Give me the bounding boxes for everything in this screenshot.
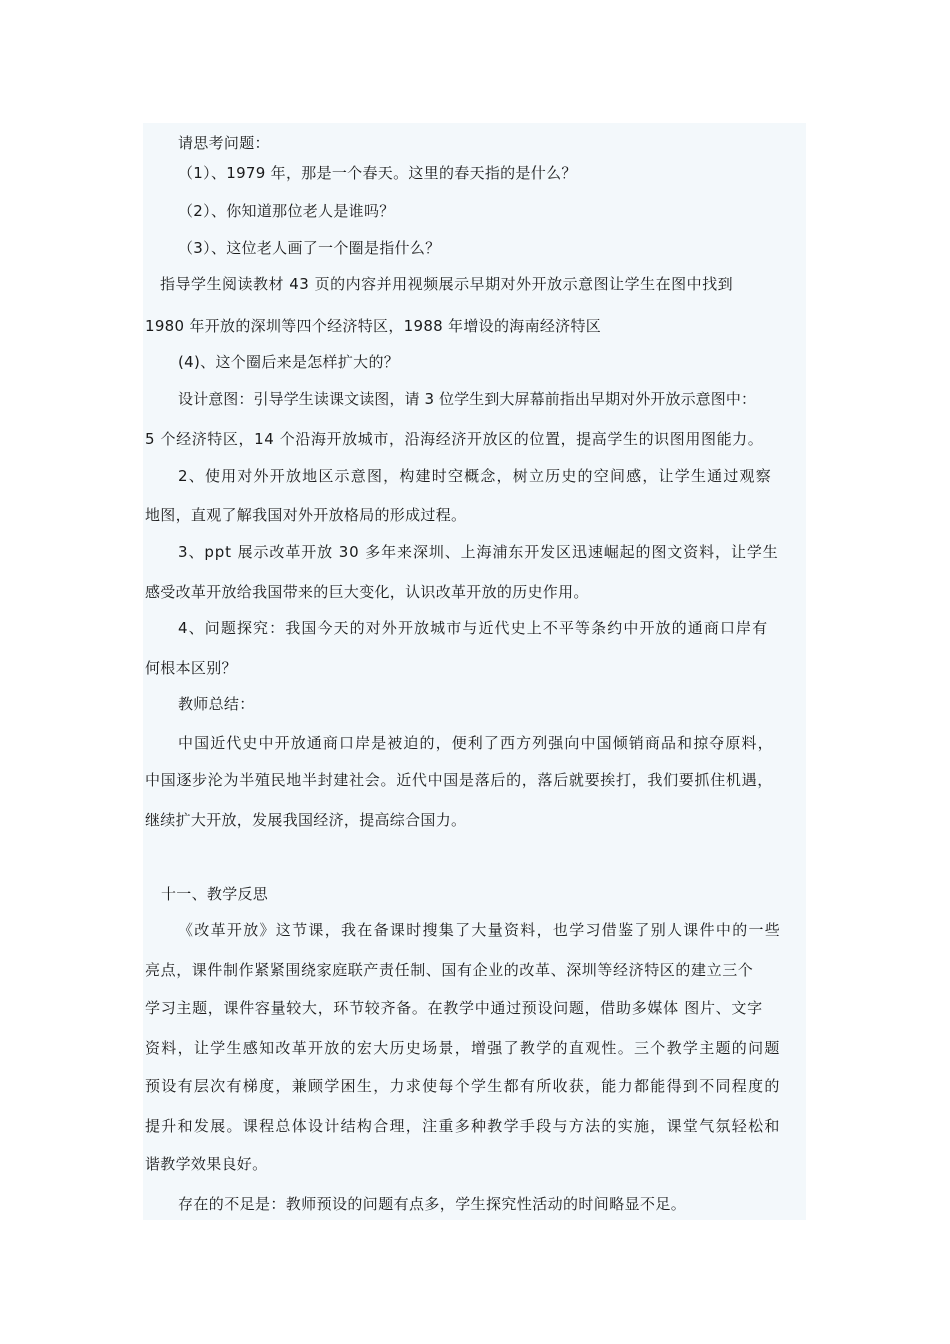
text-line: 教师总结： [178, 695, 255, 713]
text-line: 继续扩大开放，发展我国经济，提高综合国力。 [145, 811, 467, 829]
text-line: 5 个经济特区，14 个沿海开放城市，沿海经济开放区的位置，提高学生的识图用图能力。 [145, 430, 764, 448]
text-line: 地图，直观了解我国对外开放格局的形成过程。 [145, 506, 467, 524]
text-line: 设计意图：引导学生读课文读图，请 3 位学生到大屏幕前指出早期对外开放示意图中： [178, 390, 757, 408]
text-line: 存在的不足是：教师预设的问题有点多，学生探究性活动的时间略显不足。 [178, 1195, 687, 1213]
text-line: （1）、1979 年，那是一个春天。这里的春天指的是什么？ [178, 164, 577, 182]
text-line: 1980 年开放的深圳等四个经济特区，1988 年增设的海南经济特区 [145, 317, 602, 335]
text-line: 资料，让学生感知改革开放的宏大历史场景，增强了教学的直观性。三个教学主题的问题 [145, 1039, 781, 1057]
text-line: （2）、你知道那位老人是谁吗？ [178, 202, 395, 220]
text-line: 谐教学效果良好。 [145, 1155, 268, 1173]
content-panel [143, 123, 806, 1220]
text-line: 中国近代史中开放通商口岸是被迫的，便利了西方列强向中国倾销商品和掠夺原料， [178, 734, 774, 752]
text-line: 感受改革开放给我国带来的巨大变化，认识改革开放的历史作用。 [145, 583, 589, 601]
text-line: 学习主题，课件容量较大，环节较齐备。在教学中通过预设问题，借助多媒体 图片、文字 [145, 999, 763, 1017]
text-line: 中国逐步沦为半殖民地半封建社会。近代中国是落后的，落后就要挨打，我们要抓住机遇， [145, 771, 774, 789]
text-line: 何根本区别？ [145, 659, 237, 677]
text-line: 请思考问题： [178, 134, 270, 152]
text-line: 预设有层次有梯度，兼顾学困生，力求使每个学生都有所收获，能力都能得到不同程度的 [145, 1077, 781, 1095]
text-line: 4、问题探究：我国今天的对外开放城市与近代史上不平等条约中开放的通商口岸有 [178, 619, 769, 637]
text-line: 提升和发展。课程总体设计结构合理，注重多种教学手段与方法的实施，课堂气氛轻松和 [145, 1117, 781, 1135]
text-line: 3、ppt 展示改革开放 30 多年来深圳、上海浦东开发区迅速崛起的图文资料，让学生 [178, 543, 779, 561]
text-line: 《改革开放》这节课，我在备课时搜集了大量资料，也学习借鉴了别人课件中的一些 [178, 921, 782, 939]
text-line: (4)、这个圈后来是怎样扩大的？ [178, 353, 400, 371]
text-line: 2、使用对外开放地区示意图，构建时空概念，树立历史的空间感，让学生通过观察 [178, 467, 772, 485]
text-line: 指导学生阅读教材 43 页的内容并用视频展示早期对外开放示意图让学生在图中找到 [160, 275, 734, 293]
text-line: 亮点，课件制作紧紧围绕家庭联产责任制、国有企业的改革、深圳等经济特区的建立三个 [145, 961, 754, 979]
text-line: （3）、这位老人画了一个圈是指什么？ [178, 239, 441, 257]
section-heading: 十一、教学反思 [161, 885, 269, 903]
